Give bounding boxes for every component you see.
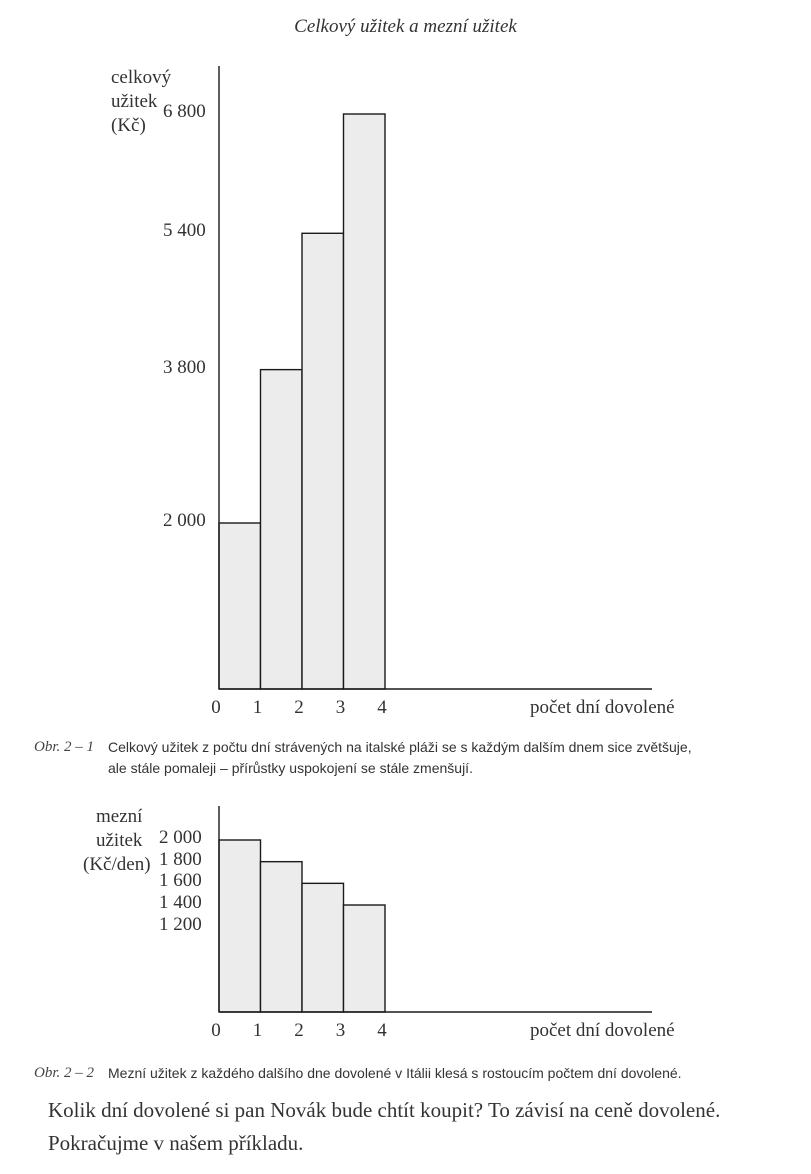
chart2-y-tick-label: 1 600 [159,870,202,892]
chart1-x-tick-label: 0 [211,697,221,718]
chart2-bar-1 [219,840,261,1012]
chart1-x-tick-label: 4 [377,697,387,718]
page-header-title: Celkový užitek a mezní užitek [294,16,517,37]
chart2-y-tick-label: 1 800 [159,848,202,870]
chart2-ylabel-line: užitek [96,830,143,851]
body-line-1: Kolik dní dovolené si pan Novák bude chtít koupit? To závisí na ceně dovolené. [48,1098,721,1122]
chart2-x-tick-label: 1 [252,1020,263,1041]
chart2-bar-2 [261,862,303,1012]
chart1-bar-2 [261,370,303,689]
chart1-ylabel-line: celkový [111,67,172,88]
chart2-x-axis-label: počet dní dovolené [530,1020,675,1041]
chart2-y-tick-label: 1 400 [159,892,202,913]
caption-1-number: Obr. 2 – 1 [34,739,95,755]
chart1-ylabel-line: užitek [111,91,158,112]
figure-caption-2 [34,1063,794,1084]
caption-2-number: Obr. 2 – 2 [34,1065,95,1081]
chart2-x-tick-label: 3 [335,1020,346,1041]
body-line-2: Pokračujme v našem příkladu. [48,1131,304,1155]
chart2-bar-3 [302,883,344,1012]
chart2-x-tick-label: 2 [294,1020,304,1041]
chart1-x-tick-label: 3 [335,697,346,718]
chart2-bar-4 [344,905,386,1012]
chart2-y-tick-label: 1 200 [159,913,202,935]
chart2-ylabel [83,805,151,877]
chart1-bar-4 [344,114,386,689]
body-paragraph [48,1094,788,1160]
chart1-y-tick-label: 2 000 [163,510,206,531]
chart1-bar-3 [302,233,344,689]
chart2-x-tick-label: 0 [211,1020,221,1041]
chart2-x-tick-label: 4 [377,1020,387,1041]
chart1-y-tick-label: 6 800 [163,101,206,122]
chart2-ylabel-line: (Kč/den) [83,854,151,875]
caption-2-line: Mezní užitek z každého dalšího dne dovolené v Itálii klesá s rostoucím počtem dní dovolené. [108,1065,682,1081]
chart1-y-tick-label: 5 400 [163,220,206,242]
chart2-y-tick-label: 2 000 [159,827,202,848]
chart1-x-axis-label: počet dní dovolené [530,697,675,718]
chart1-y-tick-label: 3 800 [163,356,206,378]
caption-1-line: Celkový užitek z počtu dní strávených na italské pláži se s každým dalším dnem sice zvětšuje, [108,739,692,755]
chart2-ylabel-line: mezní [96,806,143,827]
chart1-bar-1 [219,523,261,689]
caption-1-line: ale stále pomaleji – přírůstky uspokojení se stále zmenšují. [108,760,473,776]
chart1-x-tick-label: 2 [294,697,304,718]
figure-caption-1 [34,737,794,779]
chart1-ylabel-line: (Kč) [111,115,146,136]
chart1-x-tick-label: 1 [252,697,263,718]
